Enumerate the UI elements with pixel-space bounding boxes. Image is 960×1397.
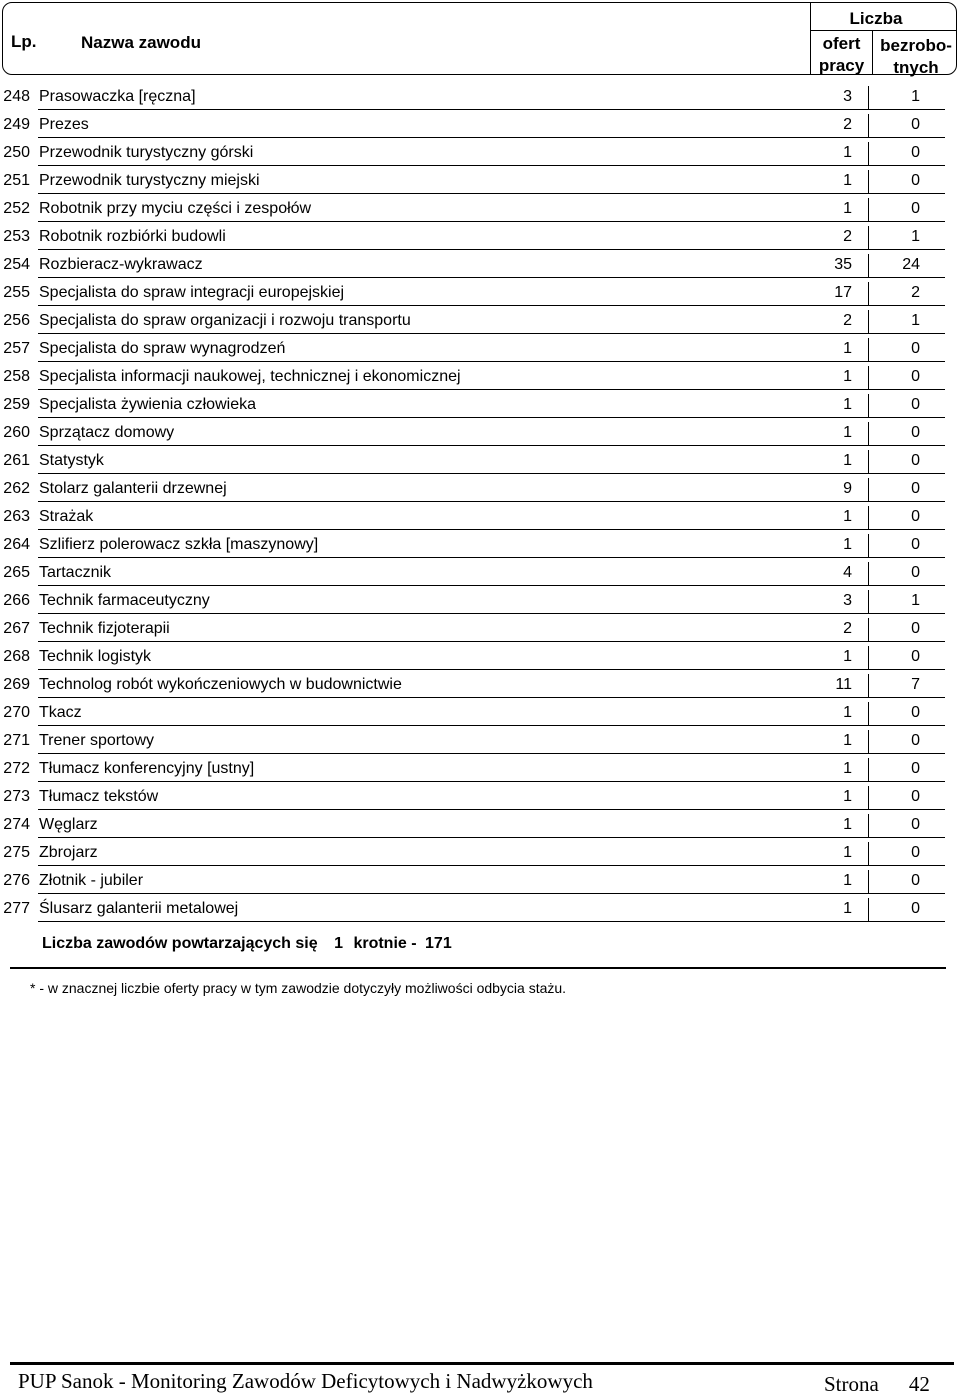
row-offers: 17 xyxy=(834,284,852,301)
row-unemployed: 0 xyxy=(911,396,920,413)
row-unemployed: 0 xyxy=(911,564,920,581)
column-divider xyxy=(868,226,869,250)
table-row xyxy=(0,390,960,418)
row-occupation-name: Sprzątacz domowy xyxy=(39,424,175,441)
row-occupation-name: Specjalista do spraw organizacji i rozwoju transportu xyxy=(39,312,411,329)
row-occupation-name: Technik logistyk xyxy=(39,648,152,665)
table-row xyxy=(0,782,960,810)
row-offers: 1 xyxy=(843,732,852,749)
row-occupation-name: Technolog robót wykończeniowych w budownictwie xyxy=(39,676,402,693)
row-lp: 257 xyxy=(3,340,30,357)
row-occupation-name: Przewodnik turystyczny miejski xyxy=(39,172,260,189)
header-lp: Lp. xyxy=(11,32,37,51)
footer-page xyxy=(824,1372,930,1397)
row-offers: 1 xyxy=(843,900,852,917)
table-row xyxy=(0,838,960,866)
table-row xyxy=(0,726,960,754)
table-row xyxy=(0,530,960,558)
row-offers: 1 xyxy=(843,144,852,161)
row-unemployed: 1 xyxy=(911,592,920,609)
row-unemployed: 0 xyxy=(911,648,920,665)
table-row xyxy=(0,194,960,222)
row-unemployed: 1 xyxy=(911,312,920,329)
row-occupation-name: Ślusarz galanterii metalowej xyxy=(39,900,239,917)
row-occupation-name: Robotnik rozbiórki budowli xyxy=(39,228,226,245)
row-lp: 265 xyxy=(3,564,30,581)
row-lp: 268 xyxy=(3,648,30,665)
row-lp: 276 xyxy=(3,872,30,889)
column-divider xyxy=(868,534,869,558)
row-offers: 35 xyxy=(834,256,852,273)
row-occupation-name: Tłumacz tekstów xyxy=(39,788,159,805)
column-divider xyxy=(868,450,869,474)
column-divider xyxy=(868,758,869,782)
row-unemployed: 0 xyxy=(911,508,920,525)
column-divider xyxy=(868,170,869,194)
row-offers: 1 xyxy=(843,872,852,889)
row-lp: 254 xyxy=(3,256,30,273)
row-lp: 250 xyxy=(3,144,30,161)
table-row xyxy=(0,586,960,614)
table-row xyxy=(0,866,960,894)
header-subdivider xyxy=(810,30,956,31)
footer-rule xyxy=(10,1362,954,1365)
row-occupation-name: Stolarz galanterii drzewnej xyxy=(39,480,227,497)
table-row xyxy=(0,362,960,390)
row-lp: 264 xyxy=(3,536,30,553)
row-offers: 3 xyxy=(843,88,852,105)
row-unemployed: 0 xyxy=(911,172,920,189)
column-divider xyxy=(868,562,869,586)
row-offers: 4 xyxy=(843,564,852,581)
column-divider xyxy=(868,674,869,698)
row-occupation-name: Statystyk xyxy=(39,452,104,469)
footer-page-label: Strona xyxy=(824,1372,879,1396)
column-divider xyxy=(868,338,869,362)
column-divider xyxy=(868,394,869,418)
table-row xyxy=(0,446,960,474)
row-offers: 1 xyxy=(843,816,852,833)
column-divider xyxy=(868,114,869,138)
table-header xyxy=(2,2,957,75)
table-row xyxy=(0,306,960,334)
row-unemployed: 0 xyxy=(911,480,920,497)
table-row xyxy=(0,334,960,362)
column-divider xyxy=(868,86,869,110)
row-unemployed: 0 xyxy=(911,816,920,833)
row-occupation-name: Specjalista żywienia człowieka xyxy=(39,396,256,413)
column-divider xyxy=(868,282,869,306)
row-lp: 252 xyxy=(3,200,30,217)
column-divider xyxy=(868,842,869,866)
row-offers: 2 xyxy=(843,312,852,329)
row-rule xyxy=(38,921,945,922)
row-offers: 3 xyxy=(843,592,852,609)
row-unemployed: 0 xyxy=(911,144,920,161)
row-unemployed: 0 xyxy=(911,732,920,749)
table-row xyxy=(0,894,960,922)
row-lp: 256 xyxy=(3,312,30,329)
summary-line xyxy=(42,935,452,953)
column-divider xyxy=(868,786,869,810)
row-unemployed: 1 xyxy=(911,228,920,245)
row-occupation-name: Rozbieracz-wykrawacz xyxy=(39,256,203,273)
header-unemployed-line1: bezrobo- xyxy=(880,36,952,55)
table-row xyxy=(0,278,960,306)
row-unemployed: 1 xyxy=(911,88,920,105)
row-offers: 1 xyxy=(843,340,852,357)
row-unemployed: 0 xyxy=(911,200,920,217)
header-occupation-name: Nazwa zawodu xyxy=(81,33,201,52)
row-occupation-name: Specjalista do spraw wynagrodzeń xyxy=(39,340,286,357)
row-lp: 262 xyxy=(3,480,30,497)
row-offers: 11 xyxy=(835,676,852,693)
column-divider xyxy=(868,506,869,530)
footer-title: PUP Sanok - Monitoring Zawodów Deficytowych i Nadwyżkowych xyxy=(18,1369,593,1393)
row-lp: 251 xyxy=(3,172,30,189)
row-occupation-name: Szlifierz polerowacz szkła [maszynowy] xyxy=(39,536,319,553)
table-row xyxy=(0,754,960,782)
row-occupation-name: Złotnik - jubiler xyxy=(39,872,144,889)
column-divider xyxy=(868,730,869,754)
table-row xyxy=(0,418,960,446)
header-offers-line1: ofert xyxy=(822,34,861,53)
row-unemployed: 0 xyxy=(911,340,920,357)
column-divider xyxy=(868,254,869,278)
row-occupation-name: Zbrojarz xyxy=(39,844,98,861)
column-divider xyxy=(868,478,869,502)
row-lp: 274 xyxy=(3,816,30,833)
row-offers: 1 xyxy=(843,452,852,469)
table-row xyxy=(0,166,960,194)
summary-label: Liczba zawodów powtarzających się xyxy=(42,935,318,952)
row-unemployed: 0 xyxy=(911,424,920,441)
row-offers: 1 xyxy=(843,536,852,553)
header-liczba: Liczba xyxy=(849,9,903,28)
row-unemployed: 0 xyxy=(911,900,920,917)
column-divider xyxy=(868,814,869,838)
column-divider xyxy=(868,618,869,642)
row-unemployed: 0 xyxy=(911,872,920,889)
row-lp: 249 xyxy=(3,116,30,133)
row-offers: 9 xyxy=(843,480,852,497)
column-divider xyxy=(868,870,869,894)
table-row xyxy=(0,502,960,530)
row-lp: 266 xyxy=(3,592,30,609)
row-occupation-name: Specjalista do spraw integracji europejskiej xyxy=(39,284,345,301)
table-row xyxy=(0,250,960,278)
row-lp: 248 xyxy=(3,88,30,105)
row-occupation-name: Trener sportowy xyxy=(39,732,154,749)
row-lp: 273 xyxy=(3,788,30,805)
row-lp: 263 xyxy=(3,508,30,525)
row-offers: 1 xyxy=(843,396,852,413)
row-occupation-name: Technik fizjoterapii xyxy=(39,620,170,637)
table-row xyxy=(0,698,960,726)
row-lp: 270 xyxy=(3,704,30,721)
row-offers: 1 xyxy=(843,704,852,721)
row-occupation-name: Węglarz xyxy=(39,816,98,833)
column-divider xyxy=(868,310,869,334)
row-unemployed: 0 xyxy=(911,620,920,637)
row-unemployed: 0 xyxy=(911,452,920,469)
table-row xyxy=(0,642,960,670)
row-unemployed: 0 xyxy=(911,536,920,553)
table-row xyxy=(0,810,960,838)
column-divider xyxy=(868,366,869,390)
row-unemployed: 0 xyxy=(911,760,920,777)
summary-count: 1 xyxy=(334,935,343,952)
header-offers-line2: pracy xyxy=(818,56,865,75)
row-lp: 260 xyxy=(3,424,30,441)
row-lp: 272 xyxy=(3,760,30,777)
row-occupation-name: Robotnik przy myciu części i zespołów xyxy=(39,200,312,217)
row-occupation-name: Przewodnik turystyczny górski xyxy=(39,144,254,161)
row-lp: 255 xyxy=(3,284,30,301)
table-row xyxy=(0,474,960,502)
row-unemployed: 0 xyxy=(911,704,920,721)
table-row xyxy=(0,558,960,586)
header-offers xyxy=(811,33,872,77)
row-occupation-name: Prasowaczka [ręczna] xyxy=(39,88,196,105)
row-unemployed: 24 xyxy=(902,256,920,273)
row-occupation-name: Prezes xyxy=(39,116,89,133)
row-offers: 1 xyxy=(843,508,852,525)
column-divider xyxy=(868,590,869,614)
row-offers: 1 xyxy=(843,760,852,777)
column-divider xyxy=(868,702,869,726)
row-lp: 269 xyxy=(3,676,30,693)
row-offers: 1 xyxy=(843,200,852,217)
summary-total: 171 xyxy=(425,935,452,952)
row-occupation-name: Technik farmaceutyczny xyxy=(39,592,210,609)
table-row xyxy=(0,110,960,138)
row-occupation-name: Tłumacz konferencyjny [ustny] xyxy=(39,760,255,777)
column-divider xyxy=(868,142,869,166)
row-offers: 2 xyxy=(843,228,852,245)
row-occupation-name: Strażak xyxy=(39,508,94,525)
table-row xyxy=(0,614,960,642)
row-occupation-name: Tartacznik xyxy=(39,564,112,581)
table-row xyxy=(0,82,960,110)
row-unemployed: 2 xyxy=(911,284,920,301)
column-divider xyxy=(868,198,869,222)
row-unemployed: 0 xyxy=(911,788,920,805)
row-offers: 2 xyxy=(843,116,852,133)
header-unemployed xyxy=(873,35,959,79)
row-lp: 267 xyxy=(3,620,30,637)
row-lp: 253 xyxy=(3,228,30,245)
row-unemployed: 0 xyxy=(911,844,920,861)
row-lp: 258 xyxy=(3,368,30,385)
row-lp: 277 xyxy=(3,900,30,917)
row-unemployed: 0 xyxy=(911,368,920,385)
row-offers: 1 xyxy=(843,368,852,385)
row-lp: 261 xyxy=(3,452,30,469)
row-occupation-name: Specjalista informacji naukowej, technicznej i ekonomicznej xyxy=(39,368,461,385)
table-row xyxy=(0,222,960,250)
table-row xyxy=(0,138,960,166)
row-lp: 275 xyxy=(3,844,30,861)
row-offers: 1 xyxy=(843,424,852,441)
row-lp: 259 xyxy=(3,396,30,413)
column-divider xyxy=(868,422,869,446)
footnote: * - w znacznej liczbie oferty pracy w tym zawodzie dotyczyły możliwości odbycia stażu. xyxy=(30,980,567,996)
column-divider xyxy=(868,898,869,922)
row-offers: 1 xyxy=(843,648,852,665)
row-unemployed: 0 xyxy=(911,116,920,133)
row-offers: 2 xyxy=(843,620,852,637)
header-unemployed-line2: tnych xyxy=(893,58,939,77)
row-offers: 1 xyxy=(843,844,852,861)
summary-rule xyxy=(10,967,946,969)
footer-page-number: 42 xyxy=(908,1372,930,1396)
row-offers: 1 xyxy=(843,788,852,805)
row-occupation-name: Tkacz xyxy=(39,704,82,721)
column-divider xyxy=(868,646,869,670)
occupation-table xyxy=(0,82,960,922)
table-row xyxy=(0,670,960,698)
row-offers: 1 xyxy=(843,172,852,189)
summary-text: krotnie - xyxy=(353,935,417,952)
row-lp: 271 xyxy=(3,732,30,749)
row-unemployed: 7 xyxy=(911,676,920,693)
